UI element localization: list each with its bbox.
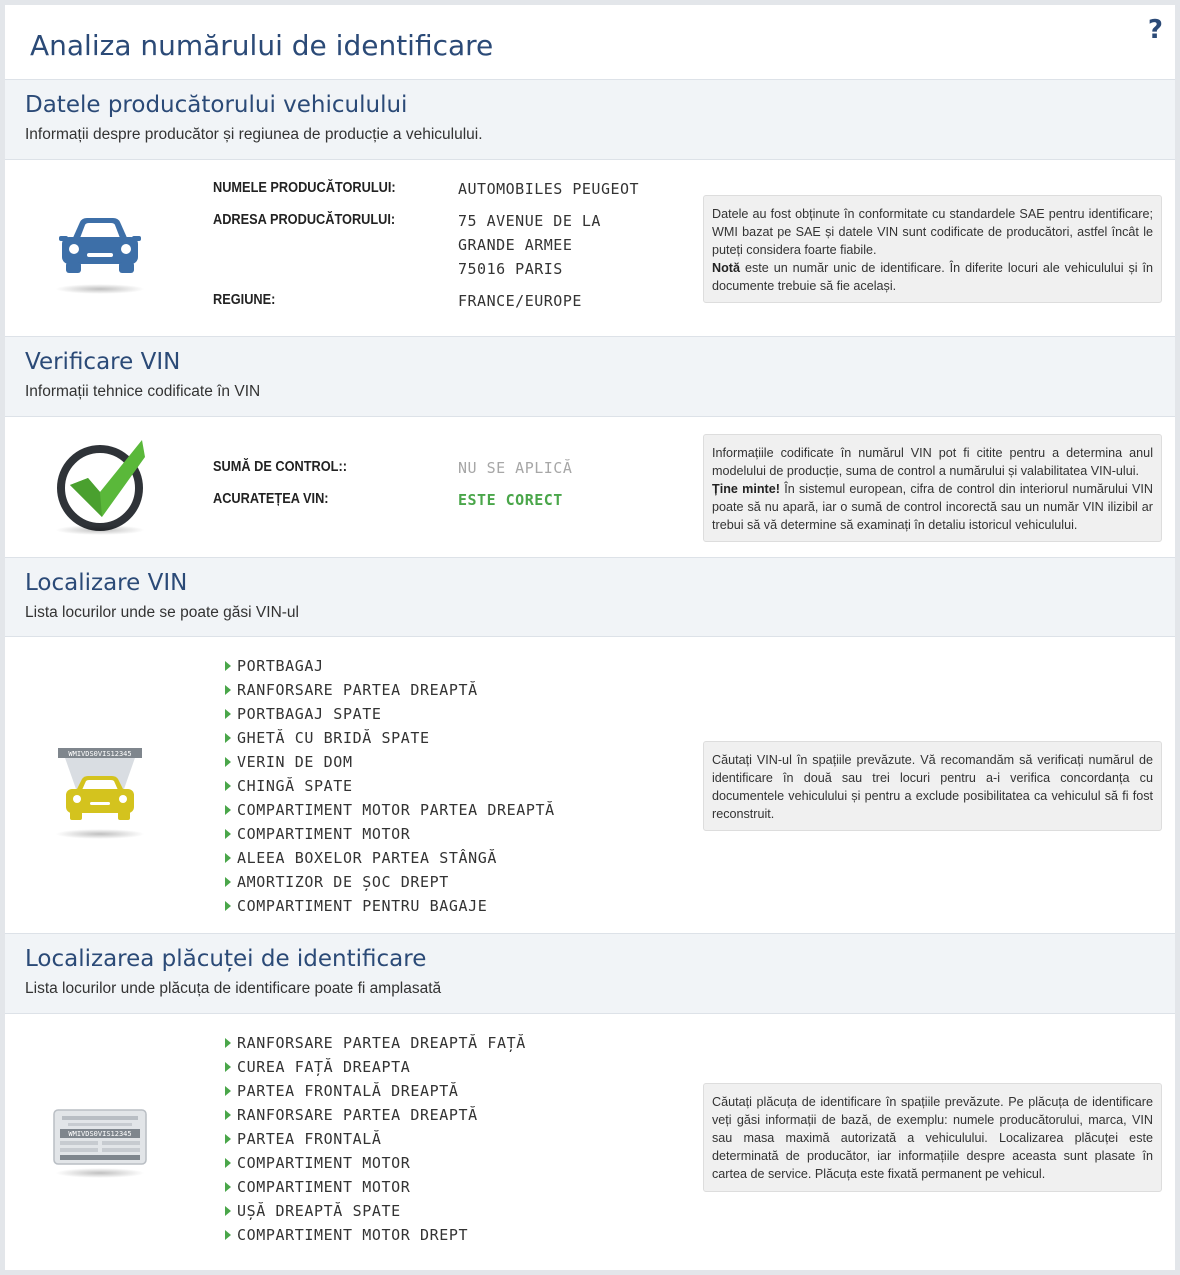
vin-check-section-header bbox=[5, 336, 1175, 417]
manufacturer-info-note-bold: Notă bbox=[712, 261, 740, 275]
arrow-right-icon bbox=[225, 1206, 231, 1216]
manufacturer-address-label: ADRESA PRODUCĂTORULUI: bbox=[213, 212, 396, 228]
manufacturer-name-label: NUMELE PRODUCĂTORULUI: bbox=[213, 180, 396, 196]
vin-check-info-remember-bold: Ține minte! bbox=[712, 482, 780, 496]
car-vin-plate-icon bbox=[50, 745, 150, 835]
list-item: COMPARTIMENT MOTOR bbox=[223, 822, 555, 846]
list-item: COMPARTIMENT MOTOR PARTEA DREAPTĂ bbox=[223, 798, 555, 822]
vin-check-info-text: Informațiile codificate în numărul VIN pot fi citite pentru a determina anul modelului de producție, suma de control a numărului și valabilitatea VIN-ului. bbox=[712, 446, 1153, 478]
arrow-right-icon bbox=[225, 1230, 231, 1240]
page-title: Analiza numărului de identificare bbox=[30, 29, 494, 62]
id-plate-text: WMIVDS0VIS12345 bbox=[68, 1130, 132, 1138]
list-item: CUREA FAȚĂ DREAPTA bbox=[223, 1055, 526, 1079]
list-item: ALEEA BOXELOR PARTEA STÂNGĂ bbox=[223, 846, 555, 870]
plate-location-list bbox=[223, 1031, 526, 1247]
vin-location-list bbox=[223, 654, 555, 918]
manufacturer-section-body bbox=[5, 160, 1175, 336]
vin-check-info-remember-text: În sistemul european, cifra de control din interiorul numărului VIN poate să nu apară, iar o sumă de control incorectă sau un număr VIN ilizibil ar trebui să vă determine să examinați în detaliu istoricul vehiculului. bbox=[712, 482, 1153, 532]
list-item: COMPARTIMENT PENTRU BAGAJE bbox=[223, 894, 555, 918]
manufacturer-section-subtitle: Informații despre producător și regiunea de producție a vehiculului. bbox=[25, 126, 483, 143]
checksum-value: NU SE APLICĂ bbox=[458, 459, 573, 477]
manufacturer-info-box bbox=[703, 195, 1162, 303]
vin-location-section-body bbox=[5, 637, 1175, 933]
help-icon[interactable]: ? bbox=[1147, 15, 1163, 45]
region-value: FRANCE/EUROPE bbox=[458, 292, 582, 310]
list-item: RANFORSARE PARTEA DREAPTĂ bbox=[223, 1103, 526, 1127]
arrow-right-icon bbox=[225, 877, 231, 887]
arrow-right-icon bbox=[225, 1158, 231, 1168]
vin-check-section-title: Verificare VIN bbox=[25, 349, 181, 375]
list-item: PARTEA FRONTALĂ bbox=[223, 1127, 526, 1151]
plate-location-info-box: Căutați plăcuța de identificare în spațiile prevăzute. Pe plăcuța de identificare veți găsi informații de bază, de exemplu: numele producătorului, marca, VIN sau masa maximă autorizată a vehiculului. Localizarea plăcuței este determinată de producător, iar informațiile despre aceasta sunt plasate în cartea de service. Plăcuța este fixată permanent pe vehicul. bbox=[703, 1083, 1162, 1192]
vin-location-section-title: Localizare VIN bbox=[25, 570, 188, 596]
region-label: REGIUNE: bbox=[213, 292, 276, 308]
list-item: COMPARTIMENT MOTOR bbox=[223, 1151, 526, 1175]
vin-accuracy-value: ESTE CORECT bbox=[458, 491, 563, 509]
arrow-right-icon bbox=[225, 901, 231, 911]
checksum-label: SUMĂ DE CONTROL:: bbox=[213, 459, 347, 475]
vin-check-section-body bbox=[5, 417, 1175, 558]
list-item: PORTBAGAJ SPATE bbox=[223, 702, 555, 726]
plate-location-section-title: Localizarea plăcuței de identificare bbox=[25, 946, 427, 972]
vin-check-info-box bbox=[703, 434, 1162, 542]
vin-analysis-panel bbox=[5, 5, 1175, 1270]
list-item: COMPARTIMENT MOTOR DREPT bbox=[223, 1223, 526, 1247]
arrow-right-icon bbox=[225, 757, 231, 767]
plate-location-section-body bbox=[5, 1014, 1175, 1270]
arrow-right-icon bbox=[225, 805, 231, 815]
check-icon bbox=[50, 435, 150, 540]
vin-plate-text: WMIVDS0VIS12345 bbox=[68, 750, 132, 758]
arrow-right-icon bbox=[225, 781, 231, 791]
list-item: GHETĂ CU BRIDĂ SPATE bbox=[223, 726, 555, 750]
plate-location-section-header bbox=[5, 933, 1175, 1014]
arrow-right-icon bbox=[225, 1110, 231, 1120]
manufacturer-info-text: Datele au fost obținute în conformitate cu standardele SAE pentru identificare; WMI bazat pe SAE și datele VIN sunt codificate de producători, astfel încât le puteți considera foarte fiabile. bbox=[712, 207, 1153, 257]
vin-location-section-subtitle: Lista locurilor unde se poate găsi VIN-ul bbox=[25, 604, 299, 621]
car-icon bbox=[50, 210, 150, 300]
vin-check-section-subtitle: Informații tehnice codificate în VIN bbox=[25, 383, 261, 400]
list-item: AMORTIZOR DE ȘOC DREPT bbox=[223, 870, 555, 894]
arrow-right-icon bbox=[225, 1062, 231, 1072]
arrow-right-icon bbox=[225, 1182, 231, 1192]
vin-location-info-box: Căutați VIN-ul în spațiile prevăzute. Vă recomandăm să verificați numărul de identificare în două sau trei locuri pentru a-i verifica concordanța cu documentele vehiculului și pentru a exclude posibilitatea ca vehiculul să fi fost reconstruit. bbox=[703, 741, 1162, 831]
arrow-right-icon bbox=[225, 1086, 231, 1096]
vin-location-section-header bbox=[5, 557, 1175, 637]
manufacturer-info-note-text: este un număr unic de identificare. În diferite locuri ale vehiculului și în documente trebuie să fie același. bbox=[712, 261, 1153, 293]
manufacturer-address-line-3: 75016 PARIS bbox=[458, 260, 563, 278]
id-plate-icon bbox=[50, 1102, 150, 1182]
manufacturer-address-line-2: GRANDE ARMEE bbox=[458, 236, 573, 254]
arrow-right-icon bbox=[225, 733, 231, 743]
list-item: PORTBAGAJ bbox=[223, 654, 555, 678]
arrow-right-icon bbox=[225, 709, 231, 719]
arrow-right-icon bbox=[225, 685, 231, 695]
manufacturer-name-value: AUTOMOBILES PEUGEOT bbox=[458, 180, 640, 198]
manufacturer-section-title: Datele producătorului vehiculului bbox=[25, 92, 408, 118]
list-item: VERIN DE DOM bbox=[223, 750, 555, 774]
arrow-right-icon bbox=[225, 853, 231, 863]
arrow-right-icon bbox=[225, 829, 231, 839]
plate-location-section-subtitle: Lista locurilor unde plăcuța de identificare poate fi amplasată bbox=[25, 980, 442, 997]
manufacturer-section-header bbox=[5, 79, 1175, 160]
vin-accuracy-label: ACURATEȚEA VIN: bbox=[213, 491, 329, 507]
list-item: PARTEA FRONTALĂ DREAPTĂ bbox=[223, 1079, 526, 1103]
list-item: RANFORSARE PARTEA DREAPTĂ FAȚĂ bbox=[223, 1031, 526, 1055]
list-item: UȘĂ DREAPTĂ SPATE bbox=[223, 1199, 526, 1223]
arrow-right-icon bbox=[225, 1134, 231, 1144]
list-item: CHINGĂ SPATE bbox=[223, 774, 555, 798]
arrow-right-icon bbox=[225, 661, 231, 671]
manufacturer-address-line-1: 75 AVENUE DE LA bbox=[458, 212, 601, 230]
arrow-right-icon bbox=[225, 1038, 231, 1048]
list-item: RANFORSARE PARTEA DREAPTĂ bbox=[223, 678, 555, 702]
list-item: COMPARTIMENT MOTOR bbox=[223, 1175, 526, 1199]
